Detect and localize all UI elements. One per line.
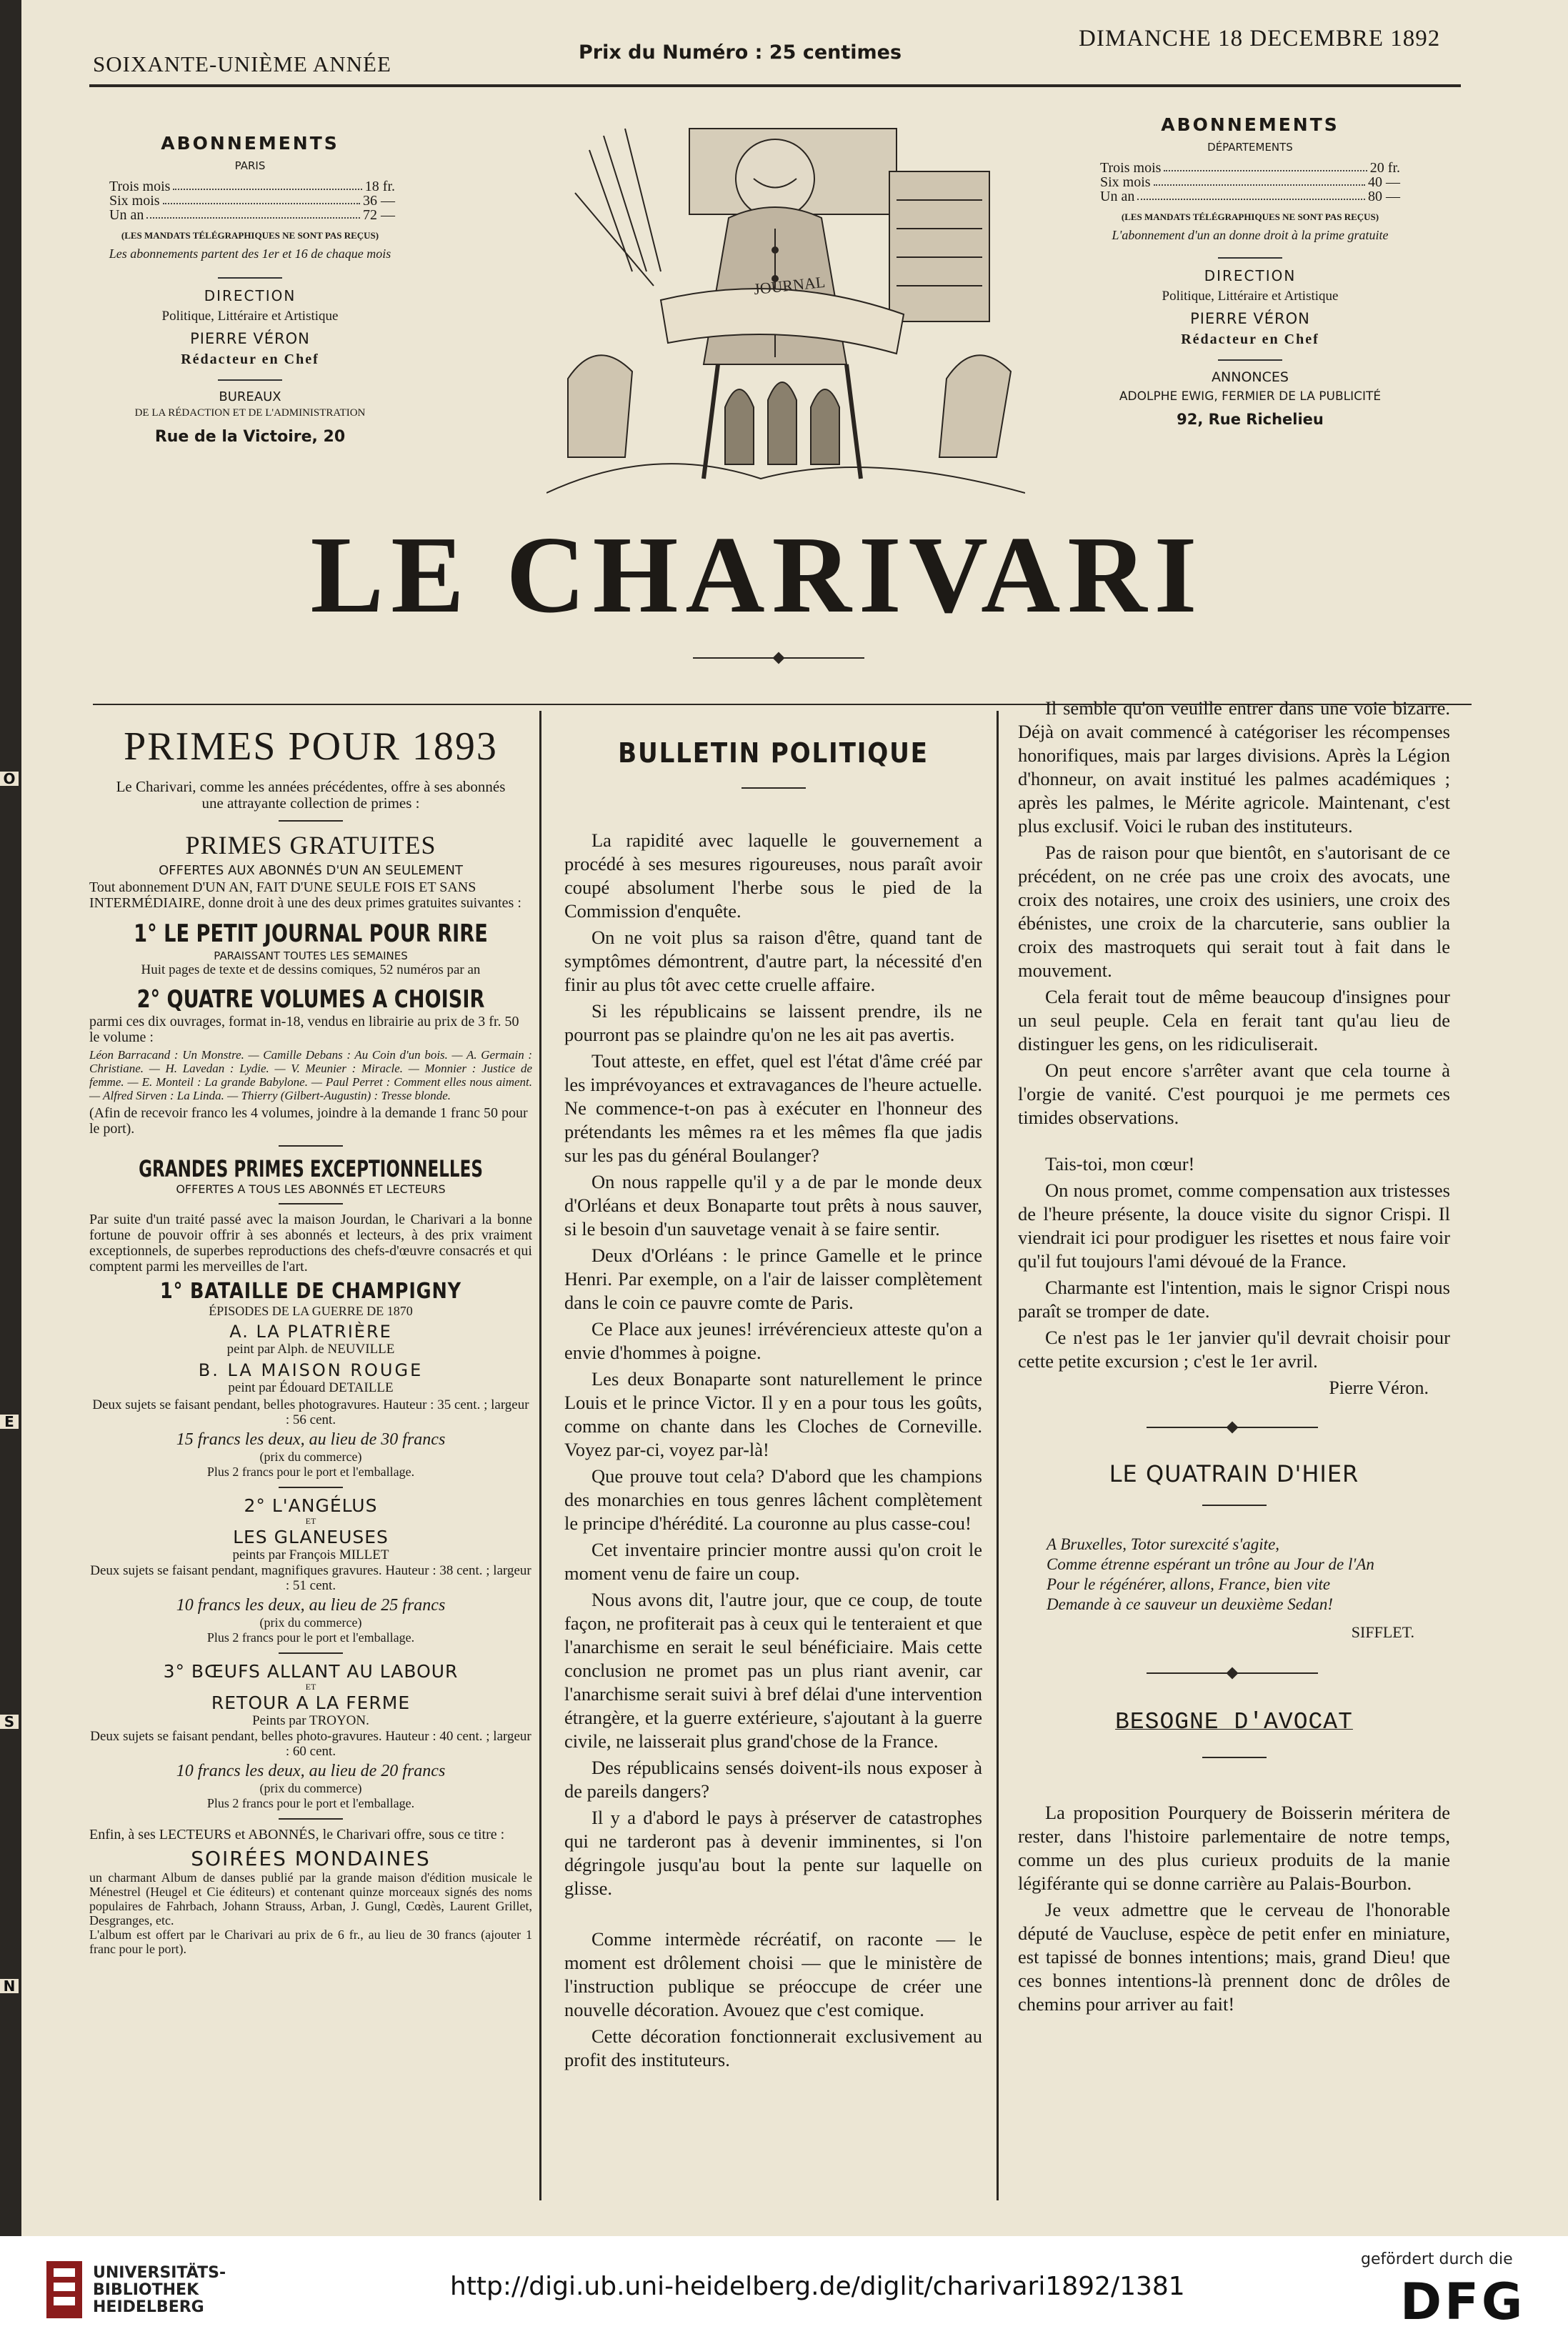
rate-label: Un an	[109, 207, 144, 223]
university-line1: UNIVERSITÄTS-	[93, 2264, 226, 2282]
prime-champigny-port: Plus 2 francs pour le port et l'emballage.	[206, 1465, 415, 1479]
edge-mark: E	[0, 1415, 19, 1429]
left-address: Rue de la Victoire, 20	[154, 428, 346, 446]
primes-title: PRIMES POUR 1893	[124, 724, 498, 769]
bulletin-paragraph: Que prouve tout cela? D'abord que les champions des monarchies en tous genres lâchent complètement le principe d'hérédité. La couronne au plus casse-cou!	[564, 1465, 982, 1534]
bulletin-paragraph: Ce Place aux jeunes! irrévérencieux atteste qu'on a envie d'hommes à poigne.	[564, 1318, 982, 1363]
rate-row	[109, 208, 395, 222]
rate-price: 80 —	[1368, 189, 1400, 204]
quatrain-signature: SIFFLET.	[1351, 1623, 1414, 1641]
prime-angelus-price-sub: (prix du commerce)	[259, 1615, 362, 1630]
rate-price: 40 —	[1368, 174, 1400, 190]
left-region: PARIS	[234, 159, 266, 172]
header-rule	[89, 84, 1461, 87]
left-direction-sub: Politique, Littéraire et Artistique	[161, 309, 339, 324]
prime-angelus-price: 10 francs les deux, au lieu de 25 francs	[176, 1596, 446, 1615]
bulletin-paragraph: Nous avons dit, l'autre jour, que ce coup, de toute façon, ne profiterait pas à ceux qui le tenteraient et que l'anarchisme en serait le seul bénéficiaire. Mais cette conclusion ne promet pas un plus riant avenir, car l'anarchisme serait suivi à bref délai d'une intervention étrangère, et la guerre extérieure, s'ajoutant à la guerre civile, ne laisserait plus grand'chose de la France.	[564, 1589, 982, 1752]
crispi-paragraph: Tais-toi, mon cœur!	[1045, 1153, 1195, 1175]
prime-angelus-port: Plus 2 francs pour le port et l'emballage.	[206, 1630, 415, 1645]
soirees-price: L'album est offert par le Charivari au prix de 6 fr., au lieu de 30 francs (ajouter 1 franc pour le port).	[89, 1927, 532, 1956]
decorations-paragraph: On peut encore s'arrêter avant que cela tourne à l'orgie de vanité. C'est pourquoi je me permets ces timides observations.	[1018, 1059, 1450, 1128]
prime-petit-journal-sub: PARAISSANT TOUTES LES SEMAINES	[214, 949, 408, 962]
right-subscription-box	[1064, 114, 1436, 428]
right-note-telegraph: (LES MANDATS TÉLÉGRAPHIQUES NE SONT PAS REÇUS)	[1121, 211, 1379, 222]
edge-mark: S	[0, 1715, 19, 1729]
rate-label: Six mois	[1100, 174, 1151, 190]
edge-mark: N	[0, 1979, 19, 1993]
soirees-title: SOIRÉES MONDAINES	[191, 1847, 431, 1870]
prime-champigny-title: 1° BATAILLE DE CHAMPIGNY	[160, 1279, 461, 1304]
left-bureaux-sub: DE LA RÉDACTION ET DE L'ADMINISTRATION	[134, 407, 366, 419]
bulletin-paragraph: Les deux Bonaparte sont naturellement le prince Louis et le prince Victor. Il y en a pour tous les goûts, comme on chante dans les Cloches de Corneville. Voyez par-ci, voyez par-là!	[564, 1368, 982, 1460]
digitization-footer	[0, 2236, 1568, 2344]
prime-champigny-a: A. LA PLATRIÈRE	[229, 1322, 392, 1342]
prime-exceptionnelles-text: Par suite d'un traité passé avec la maison Jourdan, le Charivari a la bonne fortune de pouvoir offrir à ses abonnés et lecteurs, à des prix vraiment exceptionnels, de superbes reproductions des chefs-d'œuvre consacrés et qui comptent parmi les merveilles de l'art.	[89, 1212, 532, 1275]
right-annonces-sub: ADOLPHE EWIG, FERMIER DE LA PUBLICITÉ	[1119, 389, 1382, 404]
rate-row	[1100, 161, 1400, 175]
permalink-url[interactable]: http://digi.ub.uni-heidelberg.de/diglit/charivari1892/1381	[450, 2272, 1185, 2301]
prime-volumes-title: 2° QUATRE VOLUMES A CHOISIR	[136, 985, 485, 1014]
dfg-logo: DFG	[1400, 2273, 1526, 2331]
newspaper-page	[21, 0, 1568, 2236]
masthead-vignette	[546, 107, 1025, 504]
decorations-paragraph: Pas de raison pour que bientôt, en s'autorisant de ce précédent, on ne crée pas une croix des avocats, une croix des notaires, une croix des usiniers, une croix des ébénistes, une croix de la charcuterie, sans oublier la croix des mastroquets qui serait tout à fait dans le mouvement.	[1018, 842, 1450, 981]
prime-champigny-a-by: peint par Alph. de NEUVILLE	[226, 1342, 395, 1357]
prime-troyon-et: ET	[305, 1682, 316, 1692]
masthead-ornament-diamond	[773, 652, 785, 664]
header-price: Prix du Numéro : 25 centimes	[579, 41, 902, 64]
university-name	[93, 2265, 226, 2316]
rate-label: Trois mois	[109, 179, 171, 194]
article-signature: Pierre Véron.	[1329, 1377, 1429, 1398]
right-annonces-title: ANNONCES	[1212, 369, 1289, 385]
vignette-journal-banner: JOURNAL	[752, 272, 827, 299]
left-direction-title: DIRECTION	[204, 287, 296, 304]
right-rates	[1100, 161, 1400, 204]
quatrain-verse	[1047, 1535, 1450, 1615]
prime-champigny-sub: ÉPISODES DE LA GUERRE DE 1870	[209, 1304, 413, 1318]
prime-troyon-text: Deux sujets se faisant pendant, belles photo-gravures. Hauteur : 40 cent. ; largeur : 60 cent.	[90, 1729, 531, 1759]
university-line3: HEIDELBERG	[93, 2298, 204, 2316]
rate-price: 20 fr.	[1369, 160, 1400, 176]
prime-volumes-list: Léon Barracand : Un Monstre. — Camille Debans : Au Coin d'un bois. — A. Germain : Christiane. — H. Lavedan : Lydie. — V. Meunier : Miracle. — Monnier : Justice de femme. — E. Monteil : La grande Babylone. — Paul Perret : Comment elles nous aiment. — Alfred Sirven : La Linda. — Thierry (Gilbert-Augustin) : Tresse blonde.	[89, 1048, 532, 1102]
vignette-illustration	[546, 107, 1025, 504]
left-note-telegraph: (LES MANDATS TÉLÉGRAPHIQUES NE SONT PAS REÇUS)	[121, 230, 379, 241]
quatrain-line: Comme étrenne espérant un trône au Jour de l'An	[1047, 1555, 1374, 1573]
prime-champigny-text: Deux sujets se faisant pendant, belles photogravures. Hauteur : 35 cent. ; largeur : 56 cent.	[92, 1397, 529, 1427]
primes-intro: Le Charivari, comme les années précédentes, offre à ses abonnés une attrayante collection de primes :	[116, 778, 506, 812]
primes-gratuites-sub: OFFERTES AUX ABONNÉS D'UN AN SEULEMENT	[159, 863, 463, 878]
besogne-body	[1018, 1801, 1450, 2016]
right-column	[1018, 697, 1450, 2019]
scan-binding-edge	[0, 0, 21, 2236]
bulletin-paragraph: Tout atteste, en effet, quel est l'état d'âme créé par les imprévoyances et extravagances de l'heure actuelle. Ne commence-t-on pas à exécuter en l'honneur des prétendants les mêmes ra et les mêmes fla que jadis sur les pas du général Boulanger?	[564, 1050, 982, 1166]
right-abonnements-title: ABONNEMENTS	[1161, 114, 1339, 135]
header-date: DIMANCHE 18 DECEMBRE 1892	[1079, 26, 1441, 51]
right-note-prime: L'abonnement d'un an donne droit à la prime gratuite	[1112, 228, 1389, 242]
university-logo	[43, 2254, 86, 2325]
rate-row	[1100, 175, 1400, 189]
primes-end-text: Enfin, à ses LECTEURS et ABONNÉS, le Charivari offre, sous ce titre :	[89, 1827, 505, 1842]
prime-troyon-by: Peints par TROYON.	[252, 1713, 369, 1728]
bulletin-paragraph: La rapidité avec laquelle le gouvernement a procédé à ses mesures rigoureuses, nous paraît avoir coupé absolument l'herbe sous le pied de la Commission d'enquête.	[564, 829, 982, 922]
bulletin-body	[564, 829, 982, 2072]
edge-mark: O	[0, 772, 19, 786]
left-director: PIERRE VÉRON	[190, 330, 310, 347]
bulletin-paragraph: Il y a d'abord le pays à préserver de catastrophes qui ne tarderont pas à devenir imminentes, si l'on dégringole jusqu'au bout la pente sur laquelle on glisse.	[564, 1807, 982, 1899]
primes-column	[89, 722, 532, 1956]
primes-gratuites-text: Tout abonnement D'UN AN, FAIT D'UNE SEULE FOIS ET SANS INTERMÉDIAIRE, donne droit à une des deux primes gratuites suivantes :	[89, 879, 521, 911]
prime-champigny-price-sub: (prix du commerce)	[259, 1450, 362, 1464]
prime-troyon-title2: RETOUR A LA FERME	[211, 1692, 411, 1713]
bulletin-title: BULLETIN POLITIQUE	[618, 737, 929, 769]
left-rates	[109, 179, 395, 222]
rate-row	[1100, 189, 1400, 204]
quatrain-line: Demande à ce sauveur un deuxième Sedan!	[1047, 1595, 1334, 1613]
rate-price: 18 fr.	[364, 179, 395, 194]
besogne-title: BESOGNE D'AVOCAT	[1115, 1709, 1353, 1735]
rate-price: 72 —	[363, 207, 395, 223]
primes-gratuites-heading: PRIMES GRATUITES	[185, 831, 436, 859]
funded-by-text: gefördert durch die	[1361, 2250, 1513, 2268]
prime-champigny-price: 15 francs les deux, au lieu de 30 francs	[176, 1430, 446, 1449]
decorations-paragraph: Il semble qu'on veuille entrer dans une voie bizarre. Déjà on avait commencé à catégoriser les récompenses honorifiques, mais par larges divisions. Après la Légion d'honneur, on avait institué les palmes académiques ; après les palmes, le Mérite agricole. Maintenant, c'est plus exclusif. Voici le ruban des instituteurs.	[1018, 697, 1450, 837]
left-note-periods: Les abonnements partent des 1er et 16 de chaque mois	[109, 246, 391, 261]
crispi-paragraph: Charmante est l'intention, mais le signor Crispi nous paraît se tromper de date.	[1018, 1277, 1450, 1322]
header-left: SOIXANTE-UNIÈME ANNÉE	[93, 51, 391, 76]
masthead-title: LE CHARIVARI	[310, 514, 1204, 636]
left-bureaux-title: BUREAUX	[219, 389, 281, 404]
right-address: 92, Rue Richelieu	[1177, 411, 1324, 428]
rate-label: Six mois	[109, 193, 160, 209]
prime-angelus-title: 2° L'ANGÉLUS	[244, 1495, 378, 1516]
bulletin-paragraph: Si les républicains se laissent prendre, ils ne pourront pas se plaindre qu'on ne les ait pas avertis.	[564, 1000, 982, 1045]
rate-row	[109, 194, 395, 208]
crispi-paragraph: On nous promet, comme compensation aux tristesses de l'heure présente, la douce visite du signor Crispi. Il viendrait ici pour prodiguer les risettes et nous faire voir qu'il fut toujours l'ami dévoué de la France.	[1018, 1180, 1450, 1272]
bulletin-paragraph: On nous rappelle qu'il y a de par le monde deux d'Orléans et deux Bonaparte tout prêts à nous sauver, si le besoin d'un sauvetage venait à se faire sentir.	[564, 1171, 982, 1240]
quatrain-line: Pour le régénérer, allons, France, bien vite	[1047, 1575, 1331, 1593]
decorations-article	[1018, 697, 1450, 1373]
right-direction-sub: Politique, Littéraire et Artistique	[1162, 289, 1339, 304]
prime-angelus-et: ET	[305, 1516, 316, 1526]
besogne-paragraph: Je veux admettre que le cerveau de l'honorable député de Vaucluse, espèce de petit enfer en miniature, est tapissé de bonnes intentions; mais, grand Dieu! que ces bonnes intentions-là prennent donc de drôles de chemins pour arriver au fait!	[1018, 1899, 1450, 2015]
bulletin-paragraph: Des républicains sensés doivent-ils nous exposer à de pareils dangers?	[564, 1757, 982, 1802]
bulletin-paragraph: Cet inventaire princier montre aussi qu'on croit le moment venu de faire un coup.	[564, 1539, 982, 1584]
prime-troyon-price: 10 francs les deux, au lieu de 20 francs	[176, 1762, 446, 1780]
rate-row	[109, 179, 395, 194]
bulletin-paragraph: Comme intermède récréatif, on raconte — le moment est drôlement choisi — que le ministère de l'instruction publique se préoccupe de créer une nouvelle décoration. Avouez que c'est comique.	[564, 1928, 982, 2020]
column-rule	[539, 711, 541, 2200]
right-direction-title: DIRECTION	[1204, 267, 1297, 284]
left-abonnements-title: ABONNEMENTS	[161, 133, 339, 154]
column-rule	[997, 711, 999, 2200]
rate-label: Trois mois	[1100, 160, 1162, 176]
prime-glaneuses-title: LES GLANEUSES	[233, 1527, 389, 1547]
prime-angelus-by: peints par François MILLET	[232, 1547, 389, 1562]
bulletin-paragraph: On ne voit plus sa raison d'être, quand tant de symptômes démontrent, d'autre part, la nécessité d'en finir au plus tôt avec cette cruelle affaire.	[564, 927, 982, 995]
right-director: PIERRE VÉRON	[1190, 310, 1310, 327]
bulletin-column	[564, 722, 982, 2075]
bulletin-paragraph: Deux d'Orléans : le prince Gamelle et le prince Henri. Par exemple, on a l'air de laisser complètement dans le coin ce pauvre comte de Paris.	[564, 1245, 982, 1313]
university-seal-icon	[43, 2254, 86, 2325]
prime-troyon-title: 3° BŒUFS ALLANT AU LABOUR	[163, 1661, 459, 1682]
bulletin-paragraph: Cette décoration fonctionnerait exclusivement au profit des instituteurs.	[564, 2025, 982, 2070]
university-line2: BIBLIOTHEK	[93, 2281, 199, 2299]
prime-exceptionnelles-sub: OFFERTES A TOUS LES ABONNÉS ET LECTEURS	[176, 1182, 446, 1196]
prime-champigny-b-by: peint par Édouard DETAILLE	[228, 1380, 394, 1395]
prime-volumes-text: parmi ces dix ouvrages, format in-18, vendus en librairie au prix de 3 fr. 50 le volume :	[89, 1014, 519, 1045]
quatrain-line: A Bruxelles, Totor surexcité s'agite,	[1047, 1535, 1280, 1553]
prime-champigny-b: B. LA MAISON ROUGE	[198, 1360, 424, 1380]
rate-label: Un an	[1100, 189, 1135, 204]
besogne-paragraph: La proposition Pourquery de Boisserin méritera de rester, dans l'histoire parlementaire de notre temps, comme un des plus curieux produits de la manie légiférante qui se donne carrière au Palais-Bourbon.	[1018, 1802, 1450, 1894]
left-director-role: Rédacteur en Chef	[181, 351, 319, 367]
rate-price: 36 —	[363, 193, 395, 209]
prime-petit-journal-title: 1° LE PETIT JOURNAL POUR RIRE	[134, 919, 488, 948]
decorations-paragraph: Cela ferait tout de même beaucoup d'insignes pour un seul peuple. Cela en ferait tant qu'au lieu de distinguer les gens, on les ridiculiserait.	[1018, 986, 1450, 1054]
prime-troyon-port: Plus 2 francs pour le port et l'emballage.	[206, 1796, 415, 1810]
quatrain-title: LE QUATRAIN D'HIER	[1109, 1460, 1359, 1487]
prime-angelus-text: Deux sujets se faisant pendant, magnifiques gravures. Hauteur : 38 cent. ; largeur : 51 cent.	[90, 1563, 531, 1593]
soirees-text: un charmant Album de danses publié par la grande maison d'édition musicale le Ménestrel (Heugel et Cie éditeurs) et contenant quinze morceaux signés des noms populaires de Fahrbach, Johann Strauss, Arban, J. Gungl, Cœdès, Laurent Grillet, Desgranges, etc.	[89, 1870, 532, 1927]
right-director-role: Rédacteur en Chef	[1181, 331, 1319, 347]
prime-volumes-note: (Afin de recevoir franco les 4 volumes, joindre à la demande 1 franc 50 pour le port).	[89, 1105, 528, 1137]
crispi-paragraph: Ce n'est pas le 1er janvier qu'il devrait choisir pour cette petite excursion ; c'est le 1er avril.	[1018, 1327, 1450, 1372]
left-subscription-box	[89, 133, 411, 446]
prime-exceptionnelles-title: GRANDES PRIMES EXCEPTIONNELLES	[139, 1155, 483, 1182]
right-region: DÉPARTEMENTS	[1207, 141, 1293, 154]
prime-troyon-price-sub: (prix du commerce)	[259, 1781, 362, 1795]
prime-petit-journal-text: Huit pages de texte et de dessins comiques, 52 numéros par an	[141, 962, 481, 977]
